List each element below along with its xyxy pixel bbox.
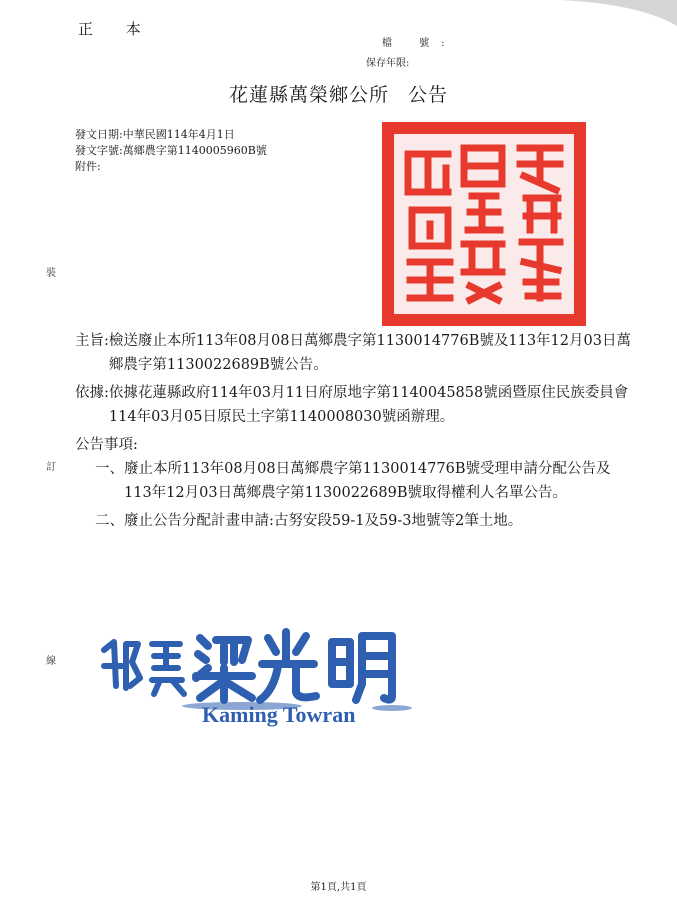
announcement-heading: 公告事項:: [75, 437, 138, 453]
basis-section: [75, 381, 635, 429]
copy-mark: 正 本: [78, 20, 155, 38]
binding-mark-1: 裝: [46, 268, 56, 279]
official-seal: [380, 120, 588, 328]
basis-label: 依據:: [75, 385, 109, 401]
announcement-item-1: [95, 457, 635, 505]
item-text: 廢止公告分配計畫申請:古努安段59-1及59-3地號等2筆土地。: [124, 513, 523, 529]
item-number: 二、: [95, 513, 124, 529]
subject-label: 主旨:: [75, 333, 109, 349]
attachment-label: 附件:: [75, 160, 101, 173]
page-footer: 第1頁,共1頁: [310, 882, 367, 893]
subject-section: [75, 329, 635, 377]
title-type: 公告: [408, 84, 449, 106]
subject-text: 檢送廢止本所113年08月08日萬鄉農字第1130014776B號及113年12月03日萬鄉農字第1130022689B號公告。: [108, 333, 631, 373]
title-org: 花蓮縣萬榮鄉公所: [228, 84, 389, 106]
file-no-label: 檔 號:: [382, 38, 457, 49]
item-number: 一、: [95, 461, 124, 477]
document-body: [75, 329, 635, 537]
signature-romanized: Kaming Towran: [202, 702, 356, 727]
page-title: [0, 80, 677, 107]
issue-number: 發文字號:萬鄉農字第1140005960B號: [75, 144, 267, 157]
issue-date: 發文日期:中華民國114年4月1日: [75, 128, 235, 141]
retention-label: 保存年限:: [366, 58, 410, 69]
binding-mark-2: 訂: [46, 462, 56, 473]
file-fields: [366, 34, 457, 74]
item-text: 廢止本所113年08月08日萬鄉農字第1130014776B號受理申請分配公告及113年12月03日萬鄉農字第1130022689B號取得權利人名單公告。: [124, 461, 611, 501]
basis-text: 依據花蓮縣政府114年03月11日府原地字第1140045858號函暨原住民族委員會114年03月05日原民土字第1140008030號函辦理。: [108, 385, 629, 425]
binding-mark-3: 線: [46, 656, 56, 667]
document-meta: [75, 127, 267, 175]
mayor-signature-stamp: [92, 622, 432, 732]
announcement-item-2: [95, 509, 635, 533]
